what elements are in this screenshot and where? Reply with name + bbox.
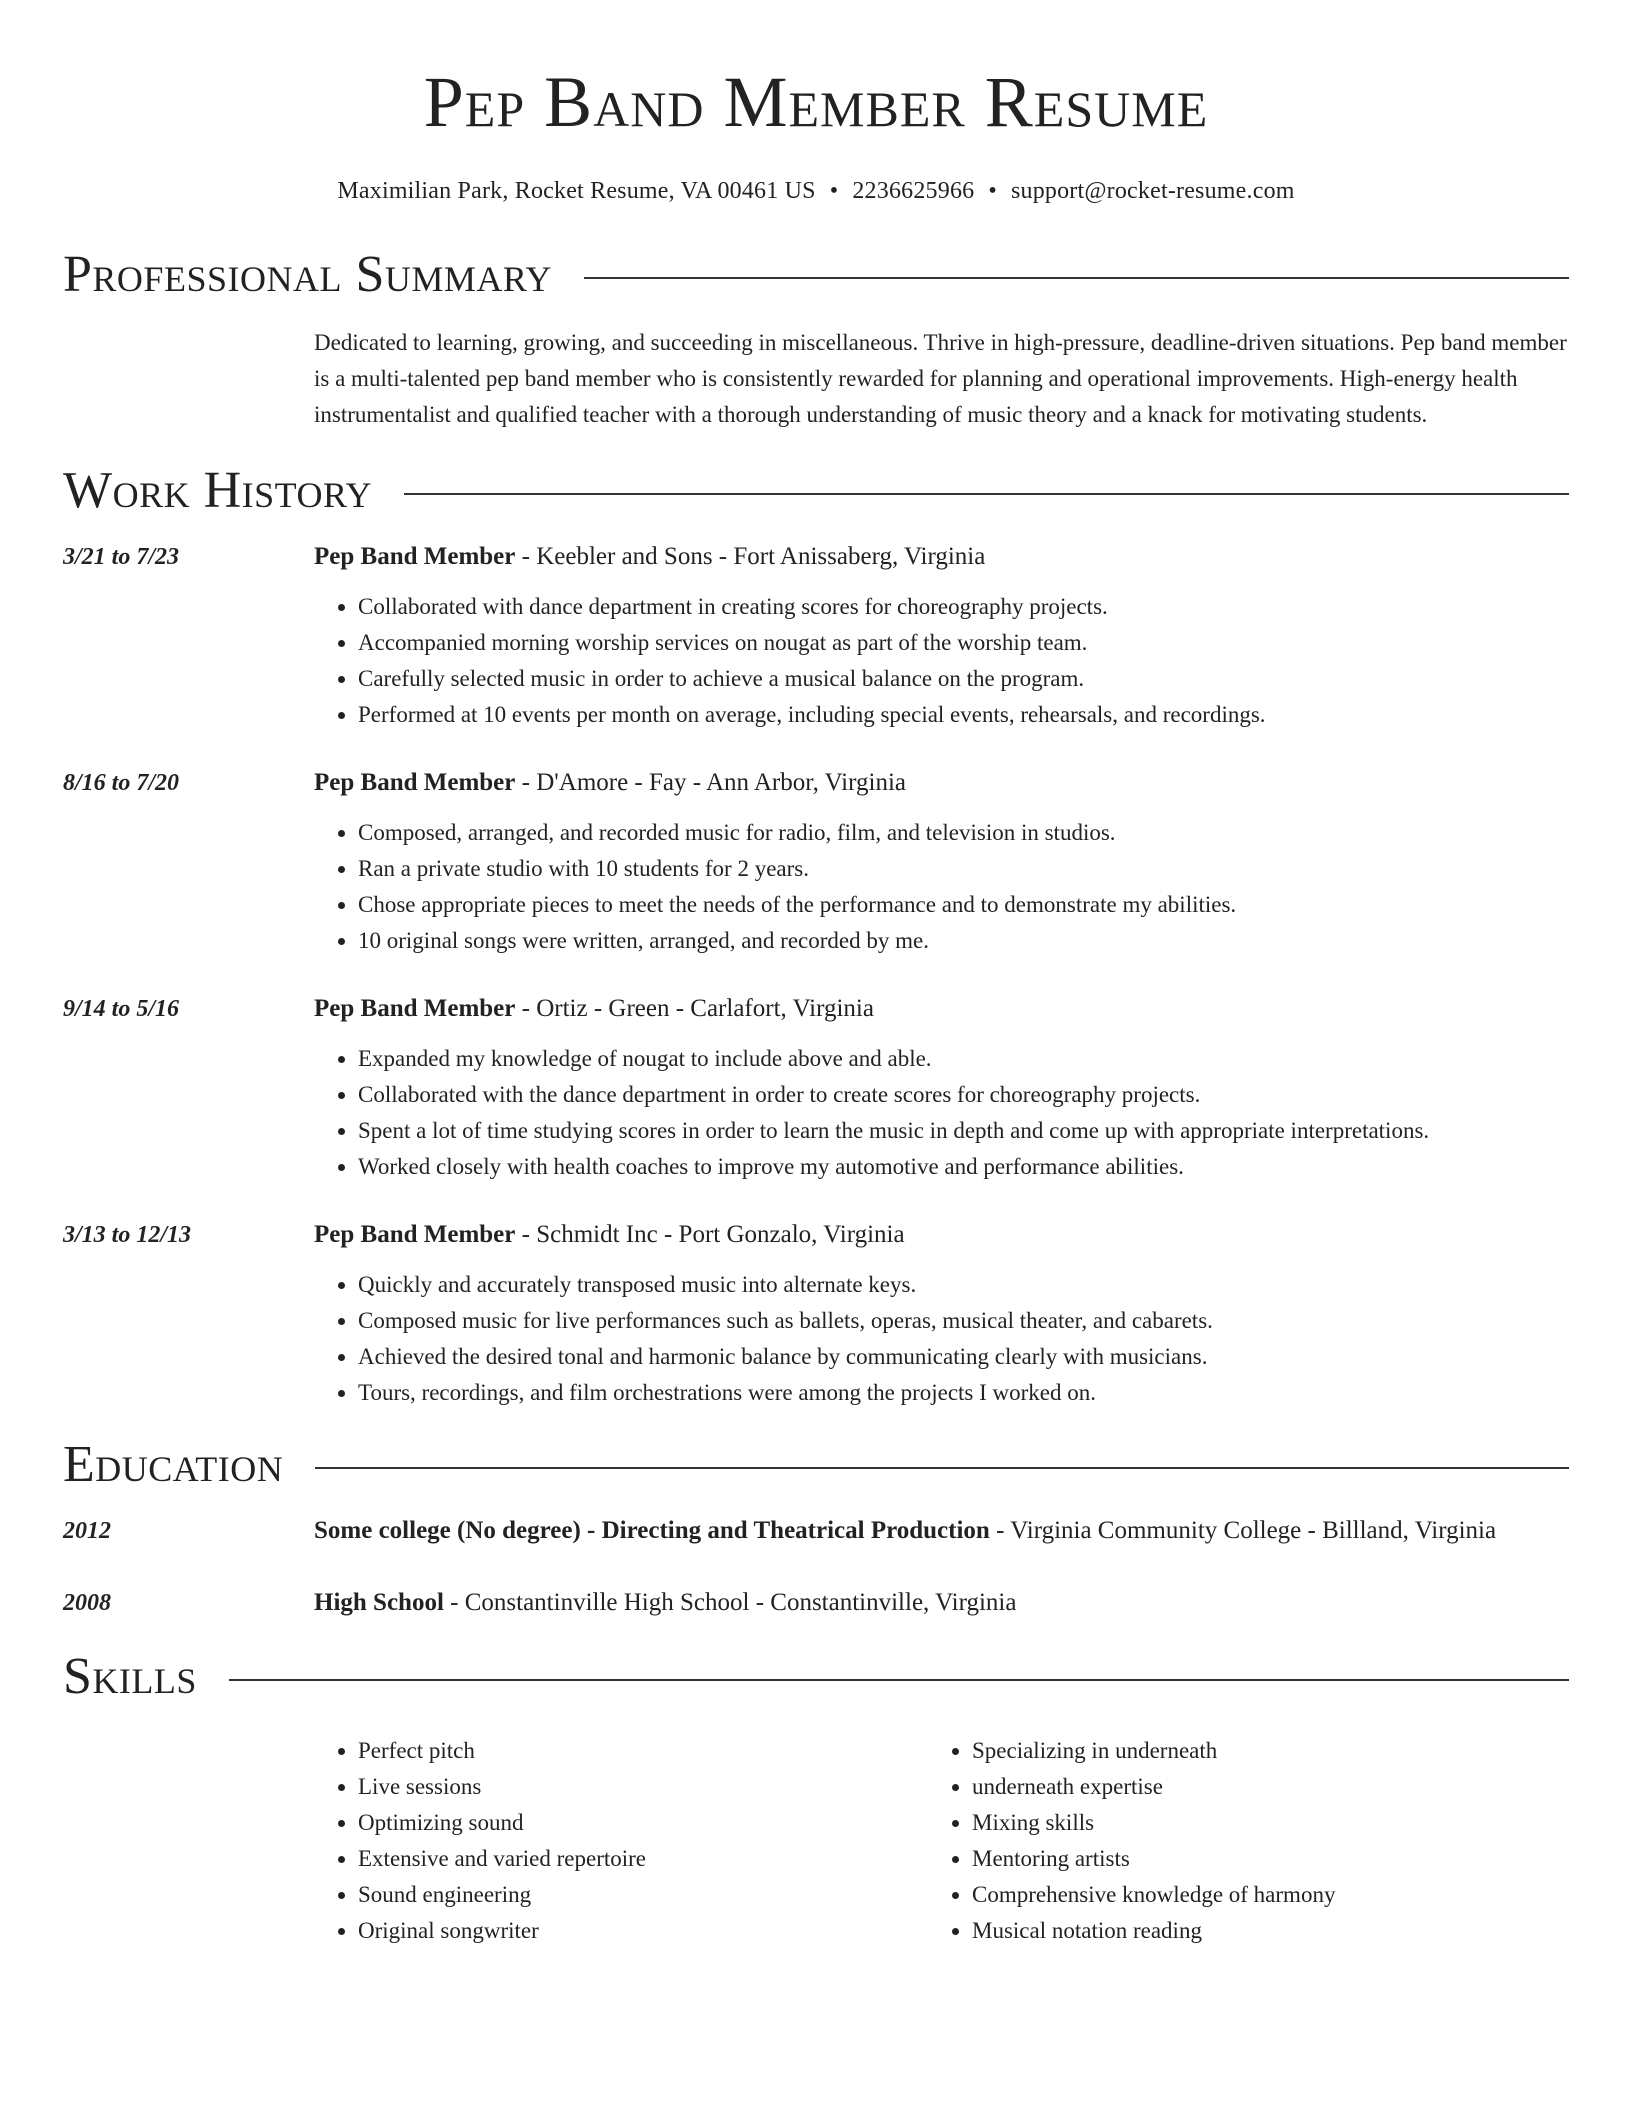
- summary-section-heading: [63, 246, 1569, 303]
- summary-text: Dedicated to learning, growing, and succeeding in miscellaneous. Thrive in high-pressure, deadline-driven situations. Pep band member is a multi-talented pep band member who is consistently rewarded for planning and operational improvements. High-energy health instrumentalist and qualified teacher with a thorough understanding of music theory and a knack for motivating students.: [314, 330, 1567, 427]
- contact-address: Maximilian Park, Rocket Resume, VA 00461 US: [337, 178, 816, 204]
- summary-heading: Professional Summary: [63, 246, 552, 303]
- job-details: - Ortiz - Green - Carlafort, Virginia: [515, 995, 874, 1022]
- list-item: • Original songwriter: [358, 1913, 928, 1949]
- list-item: • Performed at 10 events per month on average, including special events, rehearsals, and recordings.: [358, 697, 1569, 733]
- job-heading: [314, 1217, 1569, 1253]
- education-heading-line: [314, 1513, 1569, 1549]
- list-item: • Musical notation reading: [972, 1913, 1542, 1949]
- list-item: • Accompanied morning worship services on nougat as part of the worship team.: [358, 625, 1569, 661]
- education-year: 2012: [63, 1518, 111, 1544]
- contact-phone: 2236625966: [852, 178, 975, 204]
- skills-column-right: [928, 1733, 1542, 1949]
- job-heading: [314, 539, 1569, 575]
- list-item: • Sound engineering: [358, 1877, 928, 1913]
- list-item: • Carefully selected music in order to achieve a musical balance on the program.: [358, 661, 1569, 697]
- job-details: - D'Amore - Fay - Ann Arbor, Virginia: [515, 769, 906, 796]
- education-details: - Virginia Community College - Billland, Virginia: [989, 1517, 1497, 1544]
- list-item: • Composed, arranged, and recorded music for radio, film, and television in studios.: [358, 815, 1569, 851]
- education-section-heading: [63, 1436, 1569, 1493]
- job-dates: 9/14 to 5/16: [63, 996, 180, 1022]
- education-entry: [63, 1513, 1569, 1549]
- job-heading: [314, 765, 1569, 801]
- section-divider: [584, 277, 1569, 279]
- education-heading-line: [314, 1585, 1569, 1621]
- work-heading: Work History: [63, 462, 373, 519]
- section-divider: [229, 1679, 1569, 1681]
- list-item: • Perfect pitch: [358, 1733, 928, 1769]
- list-item: • Ran a private studio with 10 students for 2 years.: [358, 851, 1569, 887]
- list-item: • Chose appropriate pieces to meet the needs of the performance and to demonstrate my abilities.: [358, 887, 1569, 923]
- list-item: • Collaborated with dance department in creating scores for choreography projects.: [358, 589, 1569, 625]
- list-item: • Extensive and varied repertoire: [358, 1841, 928, 1877]
- job-title: Pep Band Member: [314, 543, 516, 570]
- job-details: - Keebler and Sons - Fort Anissaberg, Virginia: [515, 543, 986, 570]
- list-item: • underneath expertise: [972, 1769, 1542, 1805]
- job-dates: 3/13 to 12/13: [63, 1222, 192, 1248]
- job-title: Pep Band Member: [314, 995, 516, 1022]
- section-divider: [404, 493, 1569, 495]
- contact-separator: •: [988, 178, 997, 204]
- job-heading: [314, 991, 1569, 1027]
- job-entry: [63, 991, 1569, 1185]
- education-year: 2008: [63, 1590, 111, 1616]
- list-item: • Mentoring artists: [972, 1841, 1542, 1877]
- education-heading: Education: [63, 1436, 284, 1493]
- section-divider: [315, 1467, 1569, 1469]
- job-dates: 8/16 to 7/20: [63, 770, 180, 796]
- job-bullets: [314, 589, 1569, 733]
- job-entry: [63, 539, 1569, 733]
- skills-list: [63, 1733, 1569, 1949]
- list-item: • Comprehensive knowledge of harmony: [972, 1877, 1542, 1913]
- job-details: - Schmidt Inc - Port Gonzalo, Virginia: [515, 1221, 905, 1248]
- education-degree: High School: [314, 1589, 444, 1616]
- list-item: • Quickly and accurately transposed music into alternate keys.: [358, 1267, 1569, 1303]
- resume-title: Pep Band Member Resume: [423, 62, 1209, 142]
- list-item: • Specializing in underneath: [972, 1733, 1542, 1769]
- work-history-list: [63, 539, 1569, 1411]
- job-title: Pep Band Member: [314, 769, 516, 796]
- contact-email: support@rocket-resume.com: [1010, 178, 1295, 204]
- skills-section-heading: [63, 1648, 1569, 1705]
- skills-heading: Skills: [63, 1648, 197, 1705]
- job-bullets: [314, 1267, 1569, 1411]
- list-item: • Worked closely with health coaches to improve my automotive and performance abilities.: [358, 1149, 1569, 1185]
- job-entry: [63, 765, 1569, 959]
- job-entry: [63, 1217, 1569, 1411]
- education-details: - Constantinville High School - Constantinville, Virginia: [443, 1589, 1017, 1616]
- list-item: • Collaborated with the dance department in order to create scores for choreography projects.: [358, 1077, 1569, 1113]
- job-bullets: [314, 815, 1569, 959]
- list-item: • Spent a lot of time studying scores in order to learn the music in depth and come up with appropriate interpretations.: [358, 1113, 1569, 1149]
- list-item: • 10 original songs were written, arranged, and recorded by me.: [358, 923, 1569, 959]
- job-bullets: [314, 1041, 1569, 1185]
- work-section-heading: [63, 462, 1569, 519]
- list-item: • Expanded my knowledge of nougat to include above and able.: [358, 1041, 1569, 1077]
- contact-separator: •: [829, 178, 839, 204]
- education-degree: Some college (No degree) - Directing and Theatrical Production: [314, 1517, 990, 1544]
- list-item: • Mixing skills: [972, 1805, 1542, 1841]
- job-dates: 3/21 to 7/23: [63, 544, 180, 570]
- list-item: • Optimizing sound: [358, 1805, 928, 1841]
- contact-line: [63, 178, 1569, 205]
- list-item: • Live sessions: [358, 1769, 928, 1805]
- skills-column-left: [314, 1733, 928, 1949]
- job-title: Pep Band Member: [314, 1221, 516, 1248]
- list-item: • Achieved the desired tonal and harmonic balance by communicating clearly with musicians.: [358, 1339, 1569, 1375]
- list-item: • Composed music for live performances such as ballets, operas, musical theater, and cabarets.: [358, 1303, 1569, 1339]
- education-entry: [63, 1585, 1569, 1621]
- list-item: • Tours, recordings, and film orchestrations were among the projects I worked on.: [358, 1375, 1569, 1411]
